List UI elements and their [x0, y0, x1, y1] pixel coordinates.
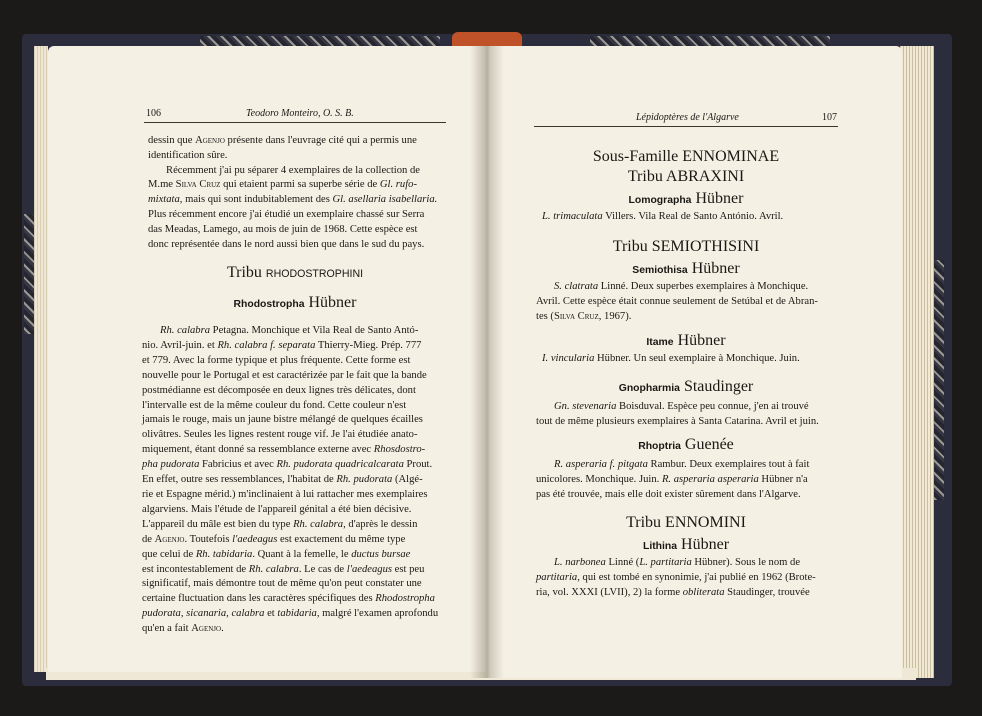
- text-run: certaine fluctuation dans les caractères spécifiques des: [142, 593, 376, 605]
- text-run: Rh. tabidaria: [195, 548, 253, 560]
- text-run: Boisduval. Espèce peu connue, j'en ai trouvé: [616, 401, 809, 412]
- text-line: [536, 473, 838, 488]
- tribe-abraxini-heading: Tribu ABRAXINI: [627, 168, 745, 185]
- entry-gnopharmia: [536, 400, 838, 430]
- entry-lithina: [536, 556, 838, 600]
- text-line: [142, 354, 446, 369]
- text-run: tes (: [536, 310, 554, 322]
- text-run: partitaria: [536, 571, 578, 583]
- text-line: [536, 571, 838, 586]
- text-run: algarviens. Mais l'étude de l'appareil génital a été bien décisive.: [142, 503, 412, 515]
- text-line: [142, 548, 446, 563]
- left-genus-heading: Rhodostropha Hübner: [233, 294, 357, 311]
- genus-semiothisa-heading: Semiothisa Hübner: [632, 260, 740, 277]
- text-run: Agenjo: [191, 623, 222, 635]
- text-run: (Algé-: [392, 474, 423, 486]
- text-line: [536, 556, 838, 571]
- left-running-head: Teodoro Monteiro, O. S. B.: [246, 108, 354, 119]
- genus-lithina-heading: Lithina Hübner: [642, 536, 730, 553]
- para2-line6: donc représentée dans le nord aussi bien que dans le sud du pays.: [148, 238, 425, 250]
- entry-rhoptria: [536, 458, 838, 502]
- text-line: [142, 488, 446, 503]
- genus-lomographa-heading: Lomographa Hübner: [628, 190, 744, 207]
- text-line: [536, 488, 838, 503]
- para1-line2: identification sûre.: [148, 149, 228, 161]
- text-run: En effet, outre ses ressemblances, l'habitat de: [142, 474, 337, 486]
- text-run: Hübner n'a: [758, 473, 808, 485]
- text-run: L'appareil du mâle est bien du type: [142, 518, 294, 530]
- genus-itame-heading: Itame Hübner: [646, 332, 726, 349]
- text-run: L. partitaria: [639, 557, 692, 568]
- text-run: et 779. Avec la forme typique et plus fréquente. Cette forme est: [142, 354, 411, 366]
- text-line: [542, 352, 838, 367]
- text-run: tout de même plusieurs exemplaires à Santa Catarina. Avril et juin.: [536, 415, 819, 427]
- text-run: tabidaria: [277, 608, 317, 620]
- text-run: . Quant à la femelle, le: [252, 548, 352, 560]
- text-run: l'intervalle est de la même couleur du fond. Cette couleur n'est: [142, 399, 407, 411]
- left-tribe-heading: Tribu RHODOSTROPHINI: [226, 264, 364, 281]
- text-run: R. asperaria asperaria: [661, 473, 759, 485]
- text-run: ria, vol. XXXI (LVII), 2) la forme: [536, 586, 683, 598]
- text-line: [536, 415, 838, 430]
- para2-line5: das Meadas, Lamego, au mois de juin de 1968. Cette espèce est: [148, 223, 418, 235]
- text-run: Rh. calabra: [248, 563, 299, 575]
- text-line: [142, 533, 446, 548]
- text-run: l'aedeagus: [346, 563, 393, 575]
- marbled-board-top-right: [590, 36, 830, 46]
- text-line: [536, 295, 838, 310]
- para2-line4: Plus récemment encore j'ai étudié un exemplaire chassé sur Serra: [148, 208, 425, 220]
- subfamily-heading: Sous-Famille ENNOMINAE: [592, 148, 780, 165]
- text-run: Rhodostropha: [375, 593, 435, 605]
- text-run: Rh. calabra: [160, 325, 211, 336]
- text-run: Villers. Vila Real de Santo António. Avril.: [602, 211, 784, 222]
- marbled-board-left: [24, 214, 34, 334]
- text-line: [536, 458, 838, 473]
- entry-lomographa: [542, 210, 838, 225]
- text-line: [142, 413, 446, 428]
- text-line: [142, 324, 446, 339]
- text-run: S. clatrata: [554, 281, 599, 292]
- text-line: [536, 280, 838, 295]
- page-edges-left: [34, 46, 48, 672]
- text-line: [536, 400, 838, 415]
- text-run: Thierry-Mieg. Prép. 777: [315, 339, 422, 351]
- text-line: [536, 586, 838, 601]
- entry-itame: [542, 352, 838, 367]
- right-page-number: 107: [822, 112, 837, 123]
- text-line: [142, 428, 446, 443]
- text-run: significatif, mais démontre tout de même qu'on peut constater une: [142, 578, 422, 590]
- page-edges-right: [900, 46, 934, 678]
- text-line: [142, 369, 446, 384]
- text-run: pas été trouvée, mais elle doit exister sûrement dans l'Algarve.: [536, 488, 801, 500]
- text-run: que celui de: [142, 548, 196, 560]
- text-run: nouvelle pour le Portugal et est caractérizée par le fait que la bande: [142, 369, 427, 381]
- text-run: Rh. pudorata: [336, 474, 393, 486]
- text-run: miquement, étant donné sa ressemblance externe avec: [142, 444, 374, 456]
- text-run: est exactement du même type: [277, 533, 406, 545]
- text-line: [142, 518, 446, 533]
- text-run: nio. Avril-juin. et: [142, 339, 218, 351]
- genus-gnopharmia-heading: Gnopharmia Staudinger: [618, 378, 754, 395]
- text-run: Petagna. Monchique et Vila Real de Santo Antó-: [210, 325, 419, 336]
- right-page: [486, 46, 902, 678]
- text-run: R. asperaria f. pitgata: [554, 459, 648, 470]
- text-run: .: [221, 623, 224, 635]
- para2-line1: Récemment j'ai pu séparer 4 exemplaires de la collection de: [166, 164, 420, 176]
- text-run: Avril. Cette espèce était connue seulement de Setúbal et de Abran-: [536, 295, 818, 307]
- text-run: Gn. stevenaria: [554, 401, 617, 412]
- para1-line1: dessin que Agenjo présente dans l'euvrage cité qui a permis une: [148, 135, 417, 146]
- text-line: [542, 210, 838, 225]
- text-line: [536, 310, 838, 325]
- text-run: L. trimaculata: [542, 211, 603, 222]
- text-line: [142, 577, 446, 592]
- genus-rhoptria-heading: Rhoptria Guenée: [638, 436, 734, 453]
- text-run: est peu: [392, 563, 425, 575]
- para2-line2: M.me Silva Cruz qui etaient parmi sa superbe série de Gl. rufo-: [148, 179, 417, 191]
- text-run: Linné. Deux superbes exemplaires à Monchique.: [598, 281, 809, 292]
- text-run: l'aedeagus: [232, 533, 278, 545]
- right-header-rule: [534, 126, 838, 127]
- marbled-board-top-left: [200, 36, 440, 46]
- text-run: I. vincularia: [542, 353, 595, 364]
- text-run: Staudinger, trouvée: [724, 586, 810, 598]
- text-run: qu'en a fait: [142, 623, 192, 635]
- text-run: L. narbonea: [554, 557, 606, 568]
- text-run: unicolores. Monchique. Juin.: [536, 473, 662, 485]
- right-running-head: Lépidoptères de l'Algarve: [636, 112, 739, 123]
- text-run: postmédianne est décomposée en deux lignes très délicates, dont: [142, 384, 416, 396]
- text-run: jamais le rouge, mais un jaune bistre mélangé de quelques écailles: [142, 414, 423, 426]
- text-run: , d'après le dessin: [343, 518, 418, 530]
- entry-semiothisa: [536, 280, 838, 324]
- text-line: [142, 473, 446, 488]
- text-line: [142, 384, 446, 399]
- text-run: pudorata, sicanaria, calabra: [142, 608, 265, 620]
- text-run: rie et Espagne mérid.) m'inclinaient à lui rattacher mes exemplaires: [142, 488, 428, 500]
- text-run: Hübner. Un seul exemplaire à Monchique. Juin.: [594, 353, 800, 364]
- tribe-ennomini-heading: Tribu ENNOMINI: [626, 514, 746, 531]
- text-run: Rambur. Deux exemplaires tout à fait: [647, 459, 810, 470]
- text-line: [142, 399, 446, 414]
- text-run: olivâtres. Seules les lignes restent rouge vif. Je l'ai étudiée anato-: [142, 429, 418, 441]
- text-line: [142, 503, 446, 518]
- text-run: de: [142, 533, 155, 545]
- text-run: Fabricius et avec: [199, 459, 277, 471]
- text-run: Agenjo: [154, 533, 185, 545]
- text-run: , malgré l'examen aprofondu: [316, 608, 439, 620]
- left-header-rule: [144, 122, 446, 123]
- text-run: Linné (: [605, 557, 640, 568]
- text-run: Rh. calabra: [293, 518, 344, 530]
- left-page-number: 106: [146, 108, 161, 119]
- text-run: obliterata: [682, 586, 725, 598]
- text-line: [142, 592, 446, 607]
- text-line: [142, 458, 446, 473]
- left-intro-paragraphs: [148, 134, 444, 252]
- text-run: Silva Cruz: [553, 310, 599, 322]
- tribe-semiothisini-heading: Tribu SEMIOTHISINI: [612, 238, 760, 255]
- text-run: ductus bursae: [351, 548, 411, 560]
- text-run: et: [264, 608, 278, 620]
- text-line: [142, 563, 446, 578]
- text-run: , qui est tombé en synonimie, j'ai publié en 1962 (Brote-: [577, 571, 816, 583]
- para2-line3: mixtata, mais qui sont indubitablement des Gl. asellaria isabellaria.: [148, 194, 438, 206]
- text-run: . Le cas de: [298, 563, 347, 575]
- text-line: [142, 339, 446, 354]
- text-run: pha pudorata: [142, 459, 200, 471]
- text-run: Hübner). Sous le nom de: [691, 557, 801, 568]
- text-line: [142, 607, 446, 622]
- text-line: [142, 622, 446, 637]
- left-body-text: [142, 324, 446, 637]
- text-run: est incontestablement de: [142, 563, 249, 575]
- text-run: Prout.: [403, 459, 433, 471]
- text-run: . Toutefois: [184, 533, 233, 545]
- text-line: [142, 443, 446, 458]
- left-page: [48, 46, 486, 672]
- text-run: , 1967).: [598, 310, 632, 322]
- text-run: Rh. calabra f. separata: [217, 339, 316, 351]
- text-run: Rh. pudorata quadricalcarata: [276, 459, 404, 471]
- text-run: Rhosdostro-: [373, 444, 426, 456]
